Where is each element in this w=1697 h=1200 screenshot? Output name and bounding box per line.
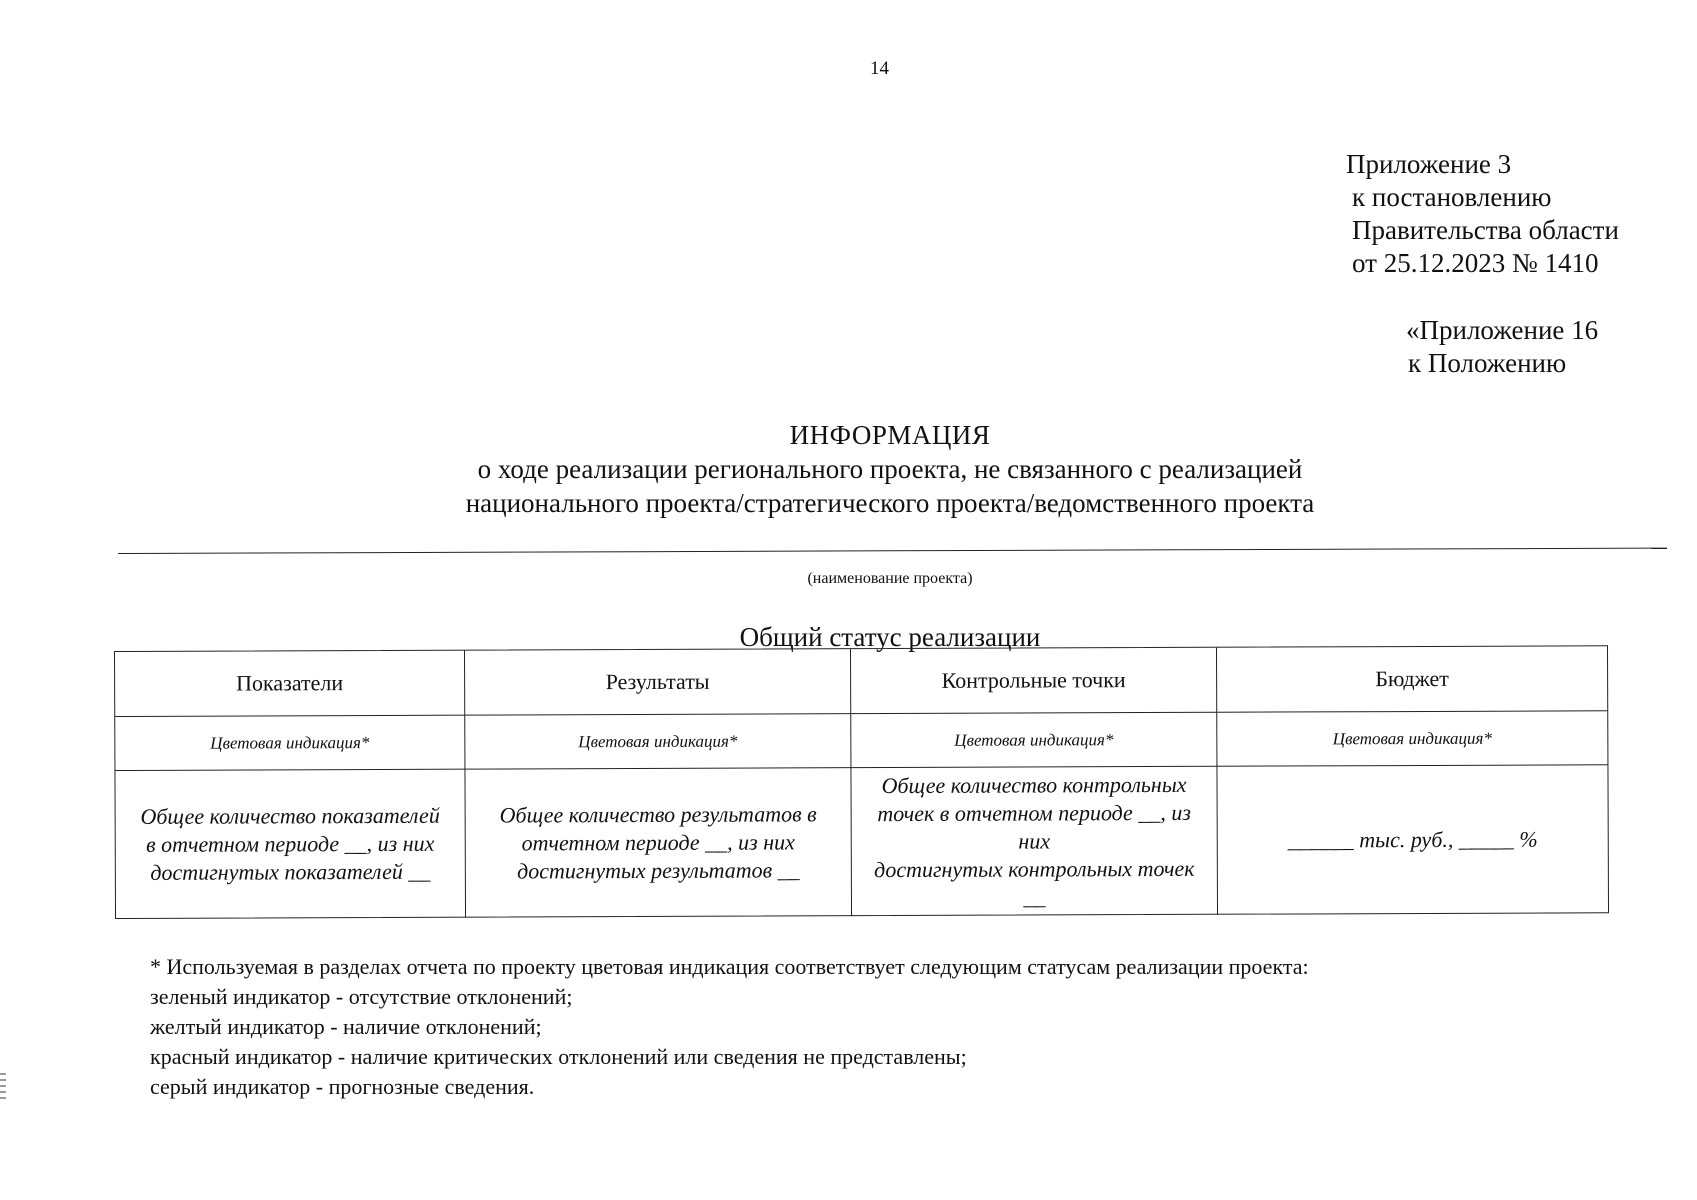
cell-text-line: Общее количество результатов в	[499, 801, 817, 828]
results-count-cell	[465, 768, 852, 917]
cell-text-line: отчетном периоде __, из них	[521, 829, 795, 856]
table-header-cell: Результаты	[465, 649, 851, 715]
footnote-line: зеленый индикатор - отсутствие отклонений;	[150, 984, 573, 1009]
sub-appendix-line: к Положению	[1408, 348, 1567, 378]
table-header-cell: Показатели	[115, 651, 465, 717]
page-number: 14	[870, 58, 889, 79]
indicators-count-cell	[115, 770, 466, 919]
cell-text-line: достигнутых контрольных точек	[874, 855, 1195, 883]
cell-text-line: в отчетном периоде __, из них	[146, 830, 435, 857]
checkpoints-count-cell	[851, 767, 1218, 916]
appendix-line: от 25.12.2023 № 1410	[1352, 248, 1599, 278]
scan-edge-mark	[0, 1072, 8, 1102]
budget-cell	[1217, 765, 1608, 914]
color-indicator-cell: Цветовая индикация*	[1217, 711, 1607, 766]
title-main: ИНФОРМАЦИЯ	[789, 420, 991, 450]
status-table	[114, 645, 1609, 919]
footnote-line: желтый индикатор - наличие отклонений;	[150, 1014, 542, 1039]
footnote-line: красный индикатор - наличие критических отклонений или сведения не представлены;	[150, 1044, 967, 1069]
appendix-reference	[1346, 148, 1619, 280]
project-name-caption: (наименование проекта)	[807, 570, 973, 587]
cell-text-line: достигнутых показателей __	[150, 858, 431, 885]
table-header-cell: Контрольные точки	[851, 648, 1217, 714]
sub-appendix-reference	[1406, 314, 1598, 380]
title-subtitle-line: национального проекта/стратегического проекта/ведомственного проекта	[465, 488, 1315, 518]
table-header-cell: Бюджет	[1217, 646, 1607, 712]
color-indicator-cell: Цветовая индикация*	[115, 716, 465, 771]
document-title	[300, 418, 1480, 520]
sub-appendix-line: «Приложение 16	[1406, 315, 1599, 345]
color-indicator-footnote	[150, 952, 1309, 1102]
status-section-title: Общий статус реализации	[739, 622, 1041, 652]
color-indicator-cell: Цветовая индикация*	[851, 713, 1217, 768]
cell-text-line: них	[1018, 828, 1051, 854]
cell-text-line: ______ тыс. руб., _____ %	[1287, 826, 1538, 853]
cell-text-line: точек в отчетном периоде __, из	[877, 799, 1191, 827]
title-subtitle-line: о ходе реализации регионального проекта, не связанного с реализацией	[477, 454, 1303, 484]
appendix-line: Правительства области	[1352, 215, 1619, 245]
project-name-blank-line	[118, 548, 1667, 554]
color-indicator-cell: Цветовая индикация*	[465, 714, 851, 769]
appendix-line: Приложение 3	[1346, 149, 1512, 179]
cell-text-line: Общее количество показателей	[140, 802, 440, 829]
cell-text-line: __	[1023, 884, 1046, 910]
footnote-line: * Используемая в разделах отчета по проекту цветовая индикация соответствует следующим статусам реализации проекта:	[150, 954, 1309, 979]
footnote-line: серый индикатор - прогнозные сведения.	[150, 1074, 535, 1099]
appendix-line: к постановлению	[1352, 182, 1552, 212]
cell-text-line: достигнутых результатов __	[517, 857, 800, 884]
cell-text-line: Общее количество контрольных	[881, 771, 1187, 799]
